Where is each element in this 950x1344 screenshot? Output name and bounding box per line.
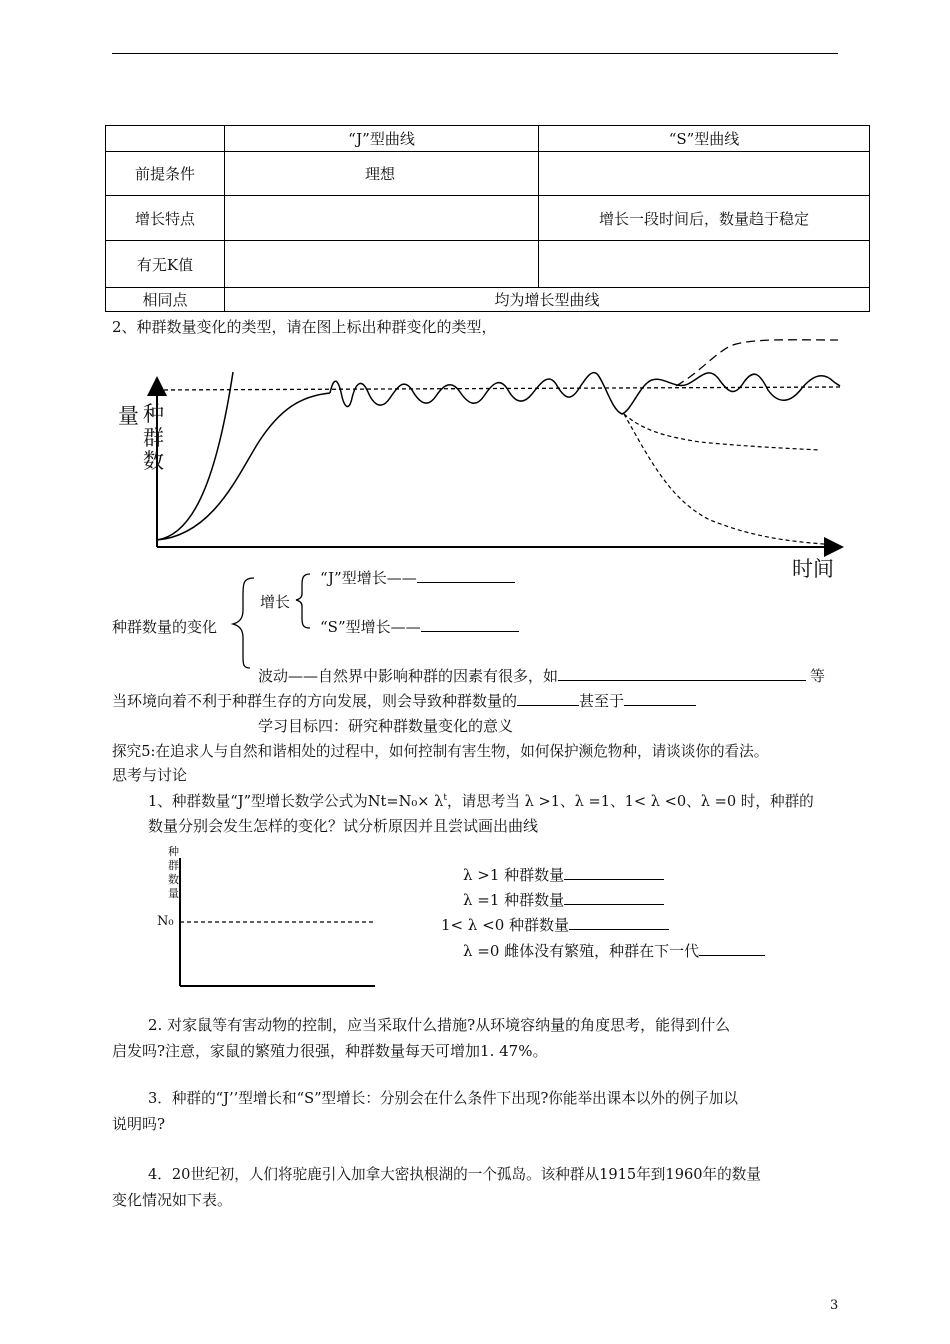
table-cell: [225, 196, 539, 241]
graph-ylabel-char: 数: [143, 449, 164, 473]
decline-line: 当环境向着不利于种群生存的方向发展，则会导致种群数量的 甚至于: [112, 690, 696, 711]
lambda-item: λ =0 雌体没有繁殖，种群在下一代: [463, 940, 765, 961]
table-cell: 有无K值: [106, 241, 225, 288]
answer-blank[interactable]: [417, 568, 515, 583]
population-change-label: 种群数量的变化: [112, 618, 218, 636]
graph-ylabel-char: 量: [118, 404, 139, 428]
question-4-line1: 4．20世纪初，人们将驼鹿引入加拿大密执根湖的一个孤岛。该种群从1915年到1960年的数量: [148, 1166, 761, 1183]
question-1-line2: 数量分别会发生怎样的变化？试分析原因并且尝试画出曲线: [148, 817, 539, 835]
rise-dashed-curve: [676, 340, 838, 386]
lambda-item: λ =1 种群数量: [463, 889, 664, 910]
main-brace: [233, 578, 254, 668]
comparison-table: [105, 125, 870, 312]
lambda-item: 1< λ <0 种群数量: [441, 914, 669, 935]
carrying-capacity-line: [157, 387, 840, 390]
think-title: 思考与讨论: [112, 766, 188, 784]
answer-blank[interactable]: [564, 865, 664, 880]
graph-ylabel-char: 种: [143, 402, 164, 426]
growth-brace: [296, 574, 310, 628]
table-cell: 相同点: [106, 288, 225, 312]
extinction-dashed-curve: [624, 414, 836, 545]
page-number: 3: [830, 1298, 839, 1313]
question-2-line1: 2. 对家鼠等有害动物的控制，应当采取什么措施?从环境容纳量的角度思考，能得到什么: [148, 1016, 731, 1034]
header-rule: [112, 53, 838, 54]
graph2-ylabel-char: 种: [168, 845, 179, 858]
table-header-row: [106, 126, 870, 152]
table-row: [106, 288, 870, 312]
table-row: [106, 241, 870, 288]
answer-blank[interactable]: [517, 691, 579, 706]
table-cell: 均为增长型曲线: [225, 288, 870, 312]
answer-blank[interactable]: [558, 666, 806, 681]
table-row: [106, 152, 870, 196]
s-curve: [157, 393, 330, 540]
question-2-line2: 启发吗?注意，家鼠的繁殖力很强，种群数量每天可增加1. 47%。: [112, 1042, 548, 1060]
graph2-ylabel-char: 数: [168, 873, 179, 886]
answer-blank[interactable]: [421, 617, 519, 632]
answer-blank[interactable]: [564, 890, 664, 905]
table-cell: [225, 241, 539, 288]
table-header-cell: [106, 126, 225, 152]
fluctuation-line: 波动——自然界中影响种群的因素有很多，如 等: [258, 667, 826, 685]
lambda-item: λ >1 种群数量: [463, 864, 664, 885]
table-cell: 增长一段时间后，数量趋于稳定: [539, 196, 870, 241]
growth-label: 增长: [260, 593, 291, 611]
decline-dashed-curve: [624, 414, 820, 450]
j-curve: [157, 372, 233, 540]
graph-ylabel-char: 群: [143, 426, 164, 450]
table-row: [106, 196, 870, 241]
table-cell: 增长特点: [106, 196, 225, 241]
fluctuation-curve: [330, 373, 840, 414]
answer-blank[interactable]: [624, 691, 696, 706]
answer-blank[interactable]: [569, 915, 669, 930]
j-growth-label: “J”型增长——: [320, 567, 515, 588]
table-cell: [539, 152, 870, 196]
graph-xlabel: 时间: [792, 557, 834, 581]
table-cell: [539, 241, 870, 288]
question-1-line1: 1、种群数量“J”型增长数学公式为$Nt=N_0\times \lambda^t$，请思考当 λ >1、λ =1、1< λ <0、λ =0 时，种群的: [148, 793, 814, 810]
question-4-line2: 变化情况如下表。: [112, 1191, 233, 1209]
learning-goal-4: 学习目标四：研究种群数量变化的意义: [258, 717, 514, 735]
s-growth-label: “S”型增长——: [320, 616, 519, 637]
question-3-line2: 说明吗?: [112, 1115, 166, 1133]
table-header-cell: “S”型曲线: [539, 126, 870, 152]
graph2-ylabel-char: 群: [168, 859, 179, 872]
graph2-ylabel-char: 量: [168, 887, 179, 900]
n0-label: N₀: [157, 914, 174, 929]
table-header-cell: “J”型曲线: [225, 126, 539, 152]
answer-blank[interactable]: [699, 941, 765, 956]
table-cell: 前提条件: [106, 152, 225, 196]
question-3-line1: 3．种群的“J’’型增长和“S”型增长：分别会在什么条件下出现?你能举出课本以外的例子加以: [148, 1090, 738, 1107]
explore-5: 探究5:在追求人与自然和谐相处的过程中，如何控制有害生物，如何保护濒危物种，请谈谈你的看法。: [112, 743, 769, 760]
question-2-text: 2、种群数量变化的类型，请在图上标出种群变化的类型，: [112, 318, 497, 336]
table-cell: 理想: [225, 152, 539, 196]
